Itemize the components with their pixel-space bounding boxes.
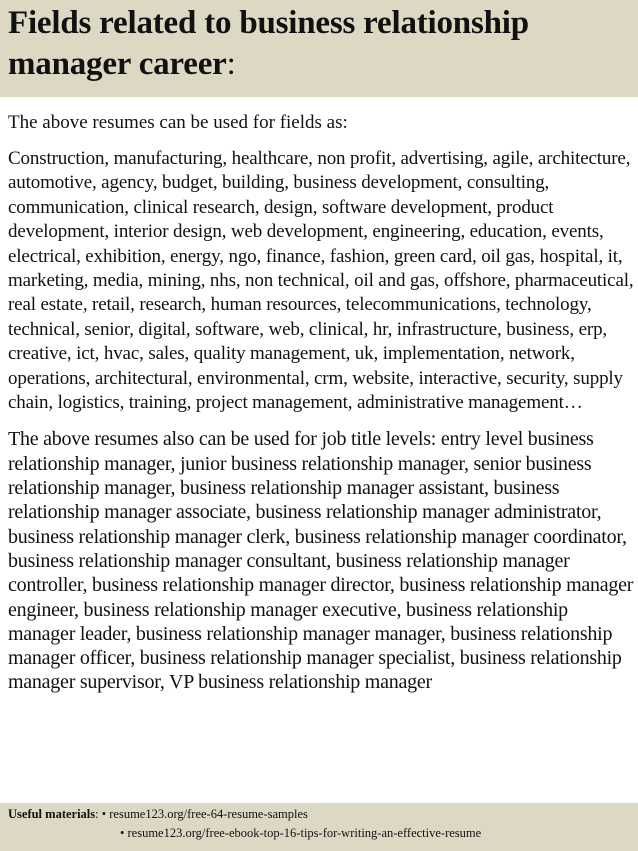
page-title-text: Fields related to business relationship manager career: [8, 5, 529, 82]
main-content: [8, 104, 634, 804]
footer-link-1[interactable]: • resume123.org/free-64-resume-samples: [101, 807, 308, 821]
fields-paragraph: Construction, manufacturing, healthcare, non profit, advertising, agile, architecture, automotive, agency, budget, building, business development, consulting, communication, clinical research, design, software development, product development, interior design, web development, engineering, education, events, electrical, exhibition, energy, ngo, finance, fashion, green card, oil gas, hospital, it, marketing, media, mining, nhs, non technical, oil and gas, offshore, pharmaceutical, real estate, retail, research, human resources, telecommunications, technology, technical, senior, digital, software, web, clinical, hr, infrastructure, business, erp, creative, ict, hvac, sales, quality management, uk, implementation, network, operations, architectural, environmental, crm, website, interactive, security, supply chain, logistics, training, project management, administrative management…: [8, 148, 634, 414]
footer-row-1: [8, 805, 638, 824]
title-bar: [0, 0, 638, 97]
page-title-colon: :: [226, 46, 236, 82]
intro-text: The above resumes can be used for fields as:: [8, 112, 348, 133]
footer-separator: :: [95, 807, 102, 821]
footer-row-2: [8, 824, 638, 843]
job-levels-paragraph: The above resumes also can be used for job title levels: entry level business relationship manager, junior business relationship manager, senior business relationship manager, business relationship manager assistant, business relationship manager associate, business relationship manager administrator, business relationship manager clerk, business relationship manager coordinator, business relationship manager consultant, business relationship manager controller, business relationship manager director, business relationship manager engineer, business relationship manager executive, business relationship manager leader, business relationship manager manager, business relationship manager officer, business relationship manager specialist, business relationship manager supervisor, VP business relationship manager: [8, 428, 634, 694]
footer: [0, 803, 638, 851]
page-title: [8, 3, 630, 85]
useful-materials-label: Useful materials: [8, 807, 96, 821]
footer-link-2[interactable]: • resume123.org/free-ebook-top-16-tips-for-writing-an-effective-resume: [120, 826, 482, 840]
